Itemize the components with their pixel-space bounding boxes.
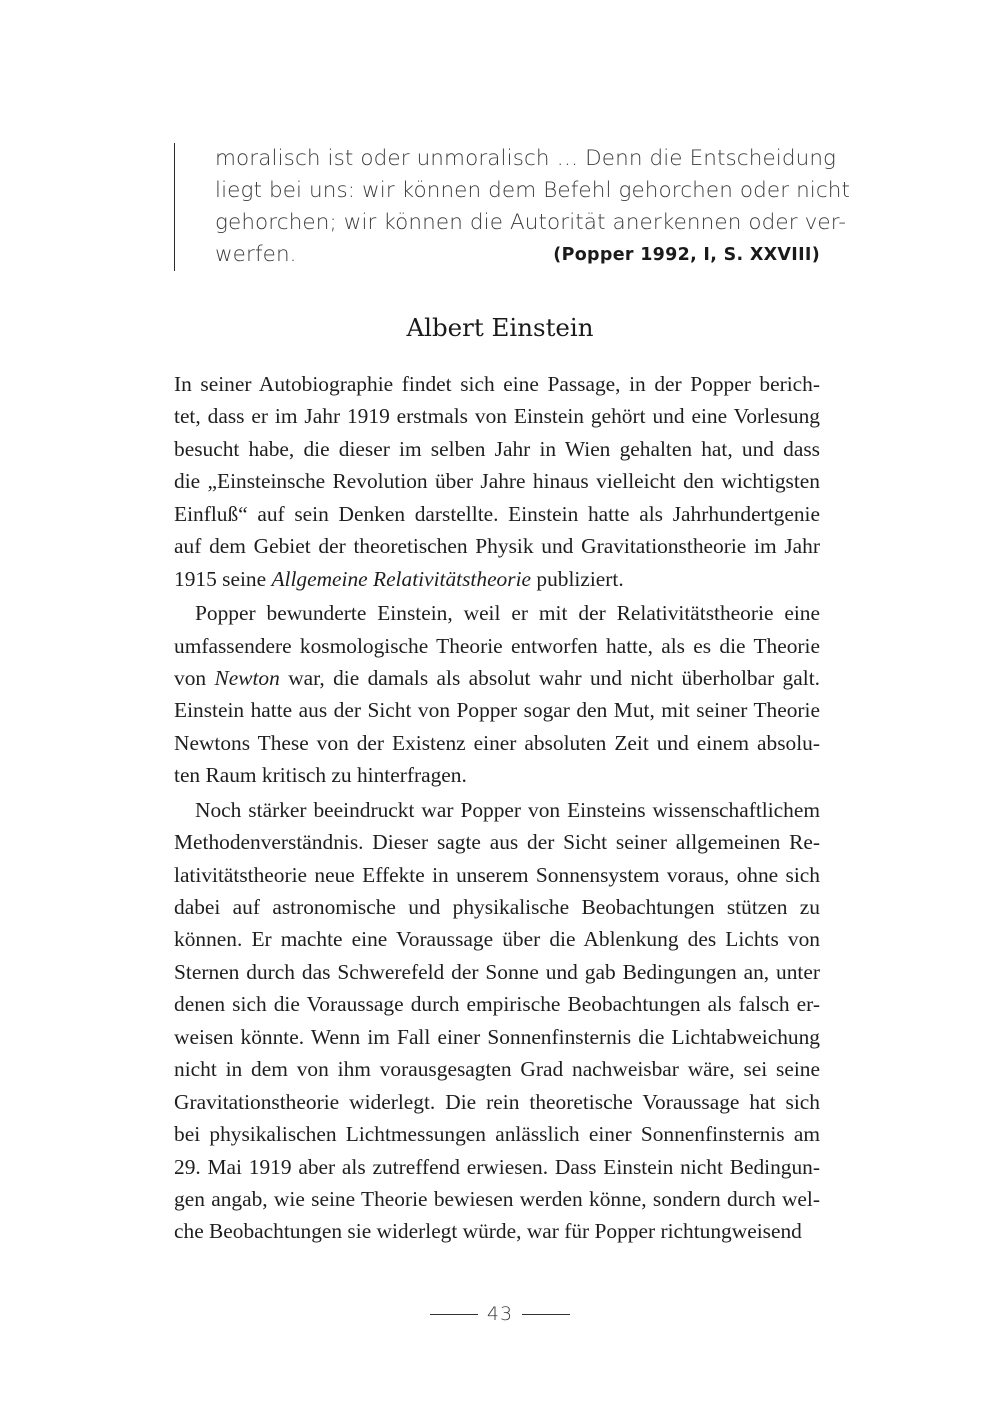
text-line: bei physikalischen Lichtmessungen anlässlich einer Sonnenfinsternis am: [174, 1122, 820, 1147]
block-quote: [174, 143, 851, 271]
italic-term: Allgemeine Relativitätstheorie: [271, 566, 532, 591]
text-line: che Beobachtungen sie widerlegt würde, war für Popper richtungweisend: [174, 1219, 802, 1244]
text-line: Methodenverständnis. Dieser sagte aus der Sicht seiner allgemeinen Re-: [174, 830, 820, 855]
text-line: Einstein hatte aus der Sicht von Popper sogar den Mut, mit seiner Theorie: [174, 698, 820, 723]
text-line: können. Er machte eine Voraussage über die Ablenkung des Lichts von: [174, 927, 820, 952]
quote-line: werfen.: [215, 242, 297, 267]
text-segment: publiziert.: [531, 566, 624, 591]
paragraph: [174, 794, 820, 1248]
text-line: Popper bewunderte Einstein, weil er mit der Relativitätstheorie eine: [195, 601, 820, 626]
quote-line: liegt bei uns: wir können dem Befehl gehorchen oder nicht: [215, 178, 851, 203]
text-line: weisen könnte. Wenn im Fall einer Sonnenfinsternis die Lichtabweichung: [174, 1024, 820, 1049]
quote-line: gehorchen; wir können die Autorität anerkennen oder ver-: [215, 210, 847, 235]
text-line: In seiner Autobiographie findet sich eine Passage, in der Popper berich-: [174, 372, 820, 396]
text-line: tet, dass er im Jahr 1919 erstmals von Einstein gehört und eine Vorlesung: [174, 404, 820, 429]
text-line: dabei auf astronomische und physikalische Beobachtungen stützen zu: [174, 895, 820, 919]
text-line: Einfluß“ auf sein Denken darstellte. Einstein hatte als Jahrhundertgenie: [174, 501, 820, 526]
text-line: lativitätstheorie neue Effekte in unserem Sonnensystem voraus, ohne sich: [174, 862, 820, 887]
text-line: denen sich die Voraussage durch empirische Beobachtungen als falsch er-: [174, 992, 820, 1017]
italic-term: Newton: [214, 665, 280, 690]
paragraph: [174, 597, 820, 792]
text-line: [174, 662, 820, 694]
quote-last-line-wrap: [215, 239, 820, 271]
quote-line: moralisch ist oder unmoralisch … Denn die Entscheidung: [215, 146, 837, 171]
text-line: Gravitationstheorie widerlegt. Die rein theoretische Voraussage hat sich: [174, 1089, 820, 1114]
text-line: besucht habe, die dieser im selben Jahr in Wien gehalten hat, und dass: [174, 436, 820, 461]
page-footer: [0, 1303, 1000, 1325]
text-line: auf dem Gebiet der theoretischen Physik und Gravitationstheorie im Jahr: [174, 534, 820, 559]
text-line: Newtons These von der Existenz einer absoluten Zeit und einem absolu-: [174, 730, 820, 755]
text-segment: 1915 seine: [174, 566, 272, 591]
body-text: [174, 368, 820, 1248]
text-line: gen angab, wie seine Theorie bewiesen werden könne, sondern durch wel-: [174, 1186, 820, 1211]
text-segment: von: [174, 665, 215, 690]
text-line: die „Einsteinsche Revolution über Jahre hinaus vielleicht den wichtigsten: [174, 469, 820, 494]
page-number: 43: [486, 1303, 514, 1325]
text-line: Sternen durch das Schwerefeld der Sonne und gab Bedingungen an, unter: [174, 959, 820, 984]
section-title: Albert Einstein: [406, 313, 594, 342]
text-line: umfassendere kosmologische Theorie entworfen hatte, als es die Theorie: [174, 633, 820, 658]
text-line: Noch stärker beeindruckt war Popper von Einsteins wissenschaftlichem: [195, 797, 820, 822]
footer-rule-left: [430, 1314, 478, 1315]
text-line: ten Raum kritisch zu hinterfragen.: [174, 763, 467, 788]
text-line: [174, 563, 820, 595]
paragraph: [174, 368, 820, 595]
footer-rule-right: [522, 1314, 570, 1315]
quote-citation: (Popper 1992, I, S. XXVIII): [553, 245, 820, 265]
text-line: 29. Mai 1919 aber als zutreffend erwiesen. Dass Einstein nicht Bedingun-: [174, 1154, 820, 1179]
text-segment: war, die damals als absolut wahr und nicht überholbar galt.: [279, 665, 820, 690]
text-line: nicht in dem von ihm vorausgesagten Grad nachweisbar wäre, sei seine: [174, 1057, 820, 1082]
